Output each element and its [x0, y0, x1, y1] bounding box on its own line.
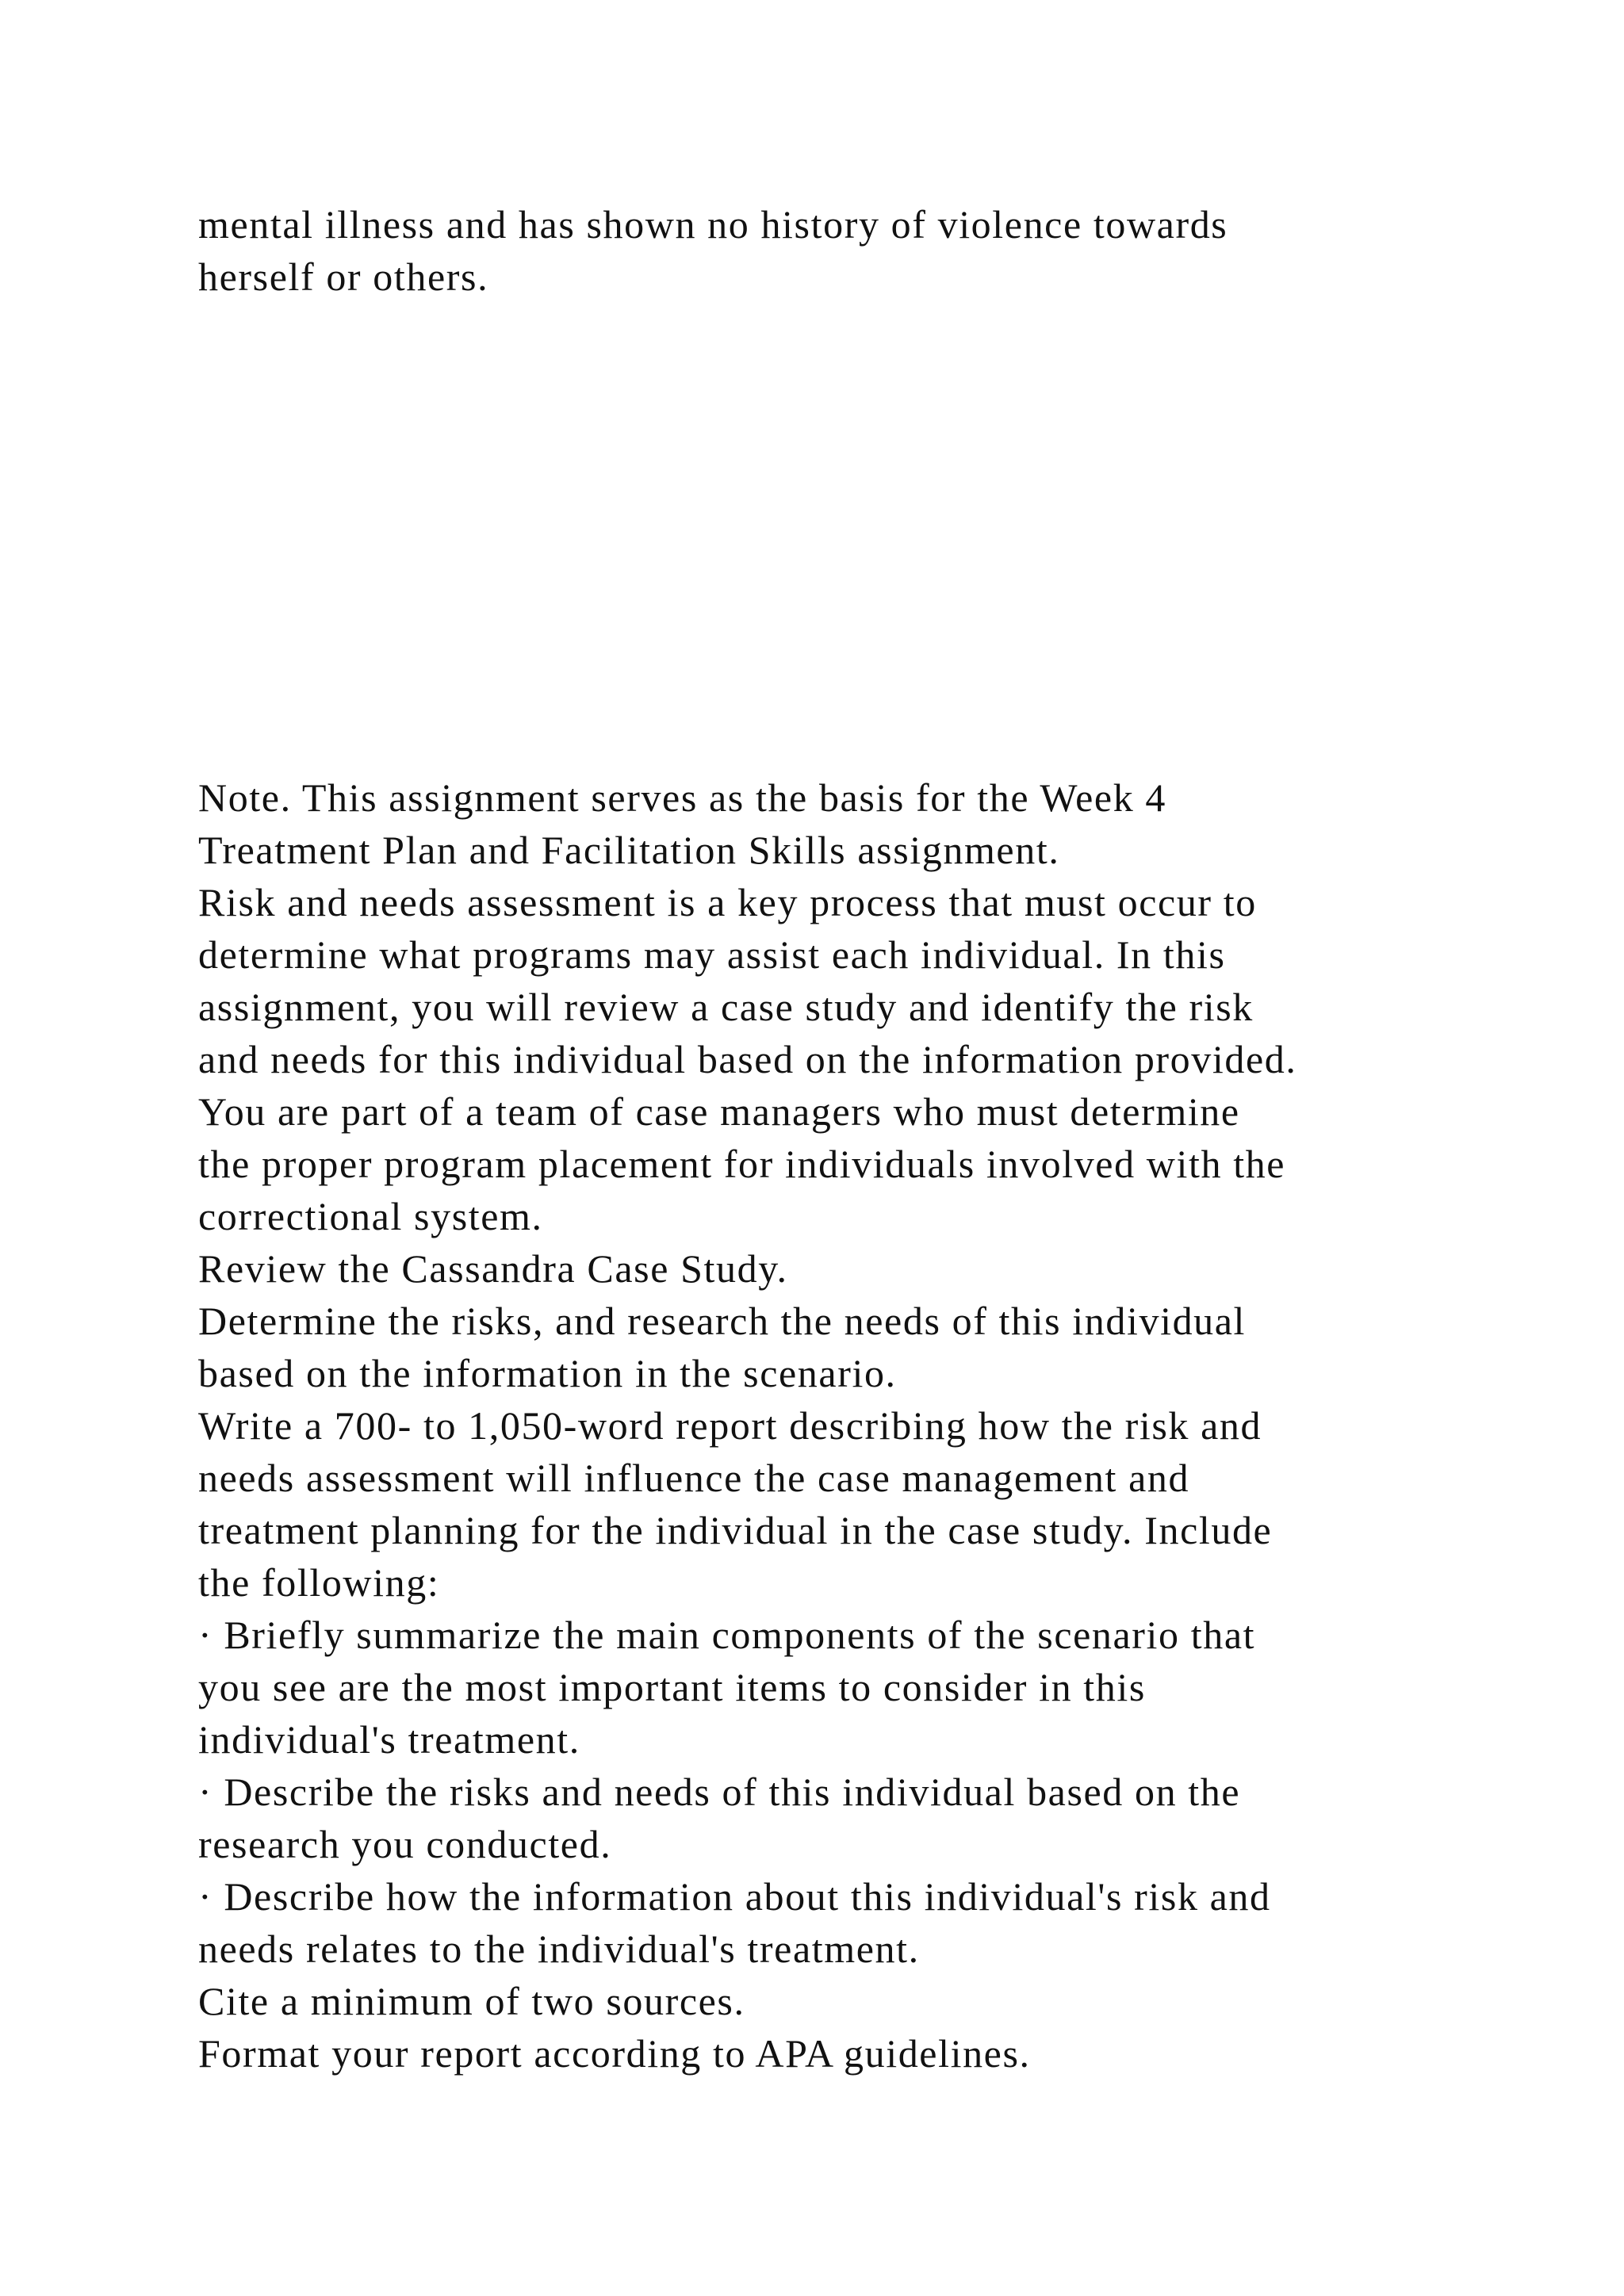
- text-line: treatment planning for the individual in the case study. Include: [198, 1508, 1273, 1552]
- text-line: and needs for this individual based on the information provided.: [198, 1037, 1297, 1081]
- text-line: herself or others.: [198, 254, 489, 299]
- text-line: needs assessment will influence the case management and: [198, 1456, 1190, 1500]
- text-line: the following:: [198, 1560, 440, 1605]
- text-line: research you conducted.: [198, 1822, 612, 1866]
- text-line: mental illness and has shown no history of violence towards: [198, 202, 1228, 247]
- text-line: · Briefly summarize the main components of the scenario that: [198, 1613, 1256, 1657]
- text-line: you see are the most important items to consider in this: [198, 1665, 1146, 1709]
- text-line: You are part of a team of case managers who must determine: [198, 1089, 1240, 1134]
- text-line: Note. This assignment serves as the basis for the Week 4: [198, 775, 1166, 820]
- text-line: needs relates to the individual's treatment.: [198, 1927, 920, 1971]
- text-line: individual's treatment.: [198, 1717, 580, 1762]
- text-line: assignment, you will review a case study and identify the risk: [198, 985, 1254, 1029]
- text-line: Risk and needs assessment is a key process that must occur to: [198, 880, 1257, 924]
- text-line: correctional system.: [198, 1194, 543, 1238]
- text-line: · Describe how the information about this individual's risk and: [198, 1874, 1271, 1919]
- text-line: Cite a minimum of two sources.: [198, 1979, 745, 2023]
- text-line: Write a 700- to 1,050-word report describing how the risk and: [198, 1403, 1262, 1448]
- text-line: the proper program placement for individuals involved with the: [198, 1142, 1286, 1186]
- text-line: · Describe the risks and needs of this individual based on the: [198, 1770, 1241, 1814]
- text-line: based on the information in the scenario.: [198, 1351, 897, 1395]
- text-line: Review the Cassandra Case Study.: [198, 1246, 788, 1291]
- text-line: Treatment Plan and Facilitation Skills assignment.: [198, 828, 1060, 872]
- text-line: Determine the risks, and research the needs of this individual: [198, 1299, 1247, 1343]
- text-line: determine what programs may assist each individual. In this: [198, 932, 1226, 977]
- text-line: Format your report according to APA guidelines.: [198, 2031, 1031, 2076]
